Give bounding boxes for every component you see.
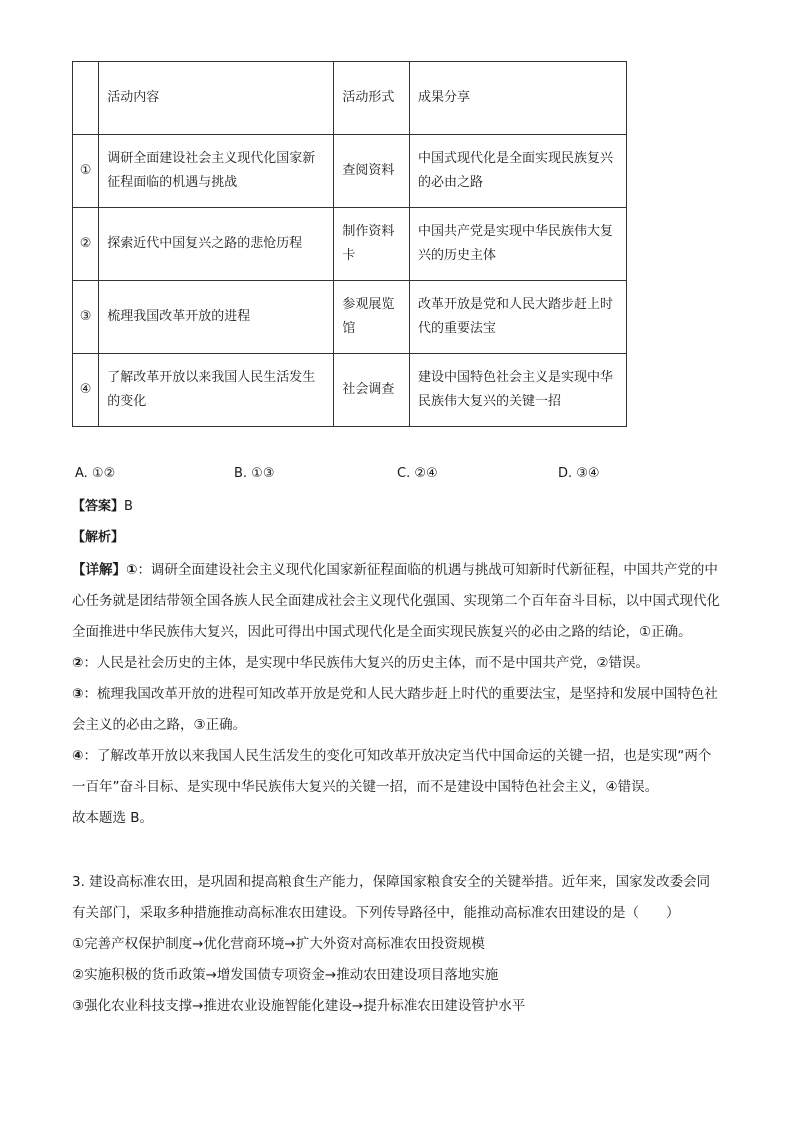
activity-content: 了解改革开放以来我国人民生活发生的变化 <box>99 354 334 427</box>
table-row <box>73 135 627 208</box>
activity-form: 制作资料卡 <box>334 208 410 281</box>
row-number: ① <box>73 135 99 208</box>
activity-form: 参观展览馆 <box>334 281 410 354</box>
answer-line <box>72 497 133 517</box>
activity-share: 建设中国特色社会主义是实现中华民族伟大复兴的关键一招 <box>410 354 627 427</box>
option-a: A. ①② <box>75 466 116 481</box>
detail-text-4: ：了解改革开放以来我国人民生活发生的变化可知改革开放决定当代中国命运的关键一招，也是实现“两个一百年”奋斗目标、是实现中华民族伟大复兴的关键一招，而不是建设中国特色社会主义，④错误。 <box>72 748 712 795</box>
header-cell-form: 活动形式 <box>334 62 410 135</box>
activity-share: 中国共产党是实现中华民族伟大复兴的历史主体 <box>410 208 627 281</box>
detail-mark-2: ② <box>72 655 84 671</box>
header-cell-content: 活动内容 <box>99 62 334 135</box>
answer-options <box>75 466 635 486</box>
detail-paragraph-4 <box>72 741 722 803</box>
detail-mark-4: ④ <box>72 748 84 764</box>
activity-content: 调研全面建设社会主义现代化国家新征程面临的机遇与挑战 <box>99 135 334 208</box>
detail-label: 【详解】 <box>72 562 126 578</box>
detail-mark-3: ③ <box>72 686 84 702</box>
table-header-row <box>73 62 627 135</box>
table-row <box>73 281 627 354</box>
detail-mark-1: ① <box>126 562 138 578</box>
answer-value: B <box>124 499 133 514</box>
activity-form: 查阅资料 <box>334 135 410 208</box>
question-3-item-3: ③强化农业科技支撑→推进农业设施智能化建设→提升标准农田建设管护水平 <box>72 998 526 1014</box>
activity-share: 改革开放是党和人民大踏步赶上时代的重要法宝 <box>410 281 627 354</box>
answer-label: 【答案】 <box>72 499 125 514</box>
row-number: ② <box>73 208 99 281</box>
activity-share: 中国式现代化是全面实现民族复兴的必由之路 <box>410 135 627 208</box>
detail-conclusion: 故本题选 B。 <box>72 810 154 826</box>
option-b: B. ①③ <box>234 466 275 481</box>
detail-paragraph-2 <box>72 648 722 679</box>
activity-table <box>72 61 627 427</box>
row-number: ④ <box>73 354 99 427</box>
detail-paragraph-3 <box>72 679 722 741</box>
question-3 <box>72 867 722 1022</box>
option-d: D. ③④ <box>558 466 600 481</box>
activity-content: 梳理我国改革开放的进程 <box>99 281 334 354</box>
question-3-item-2: ②实施积极的货币政策→增发国债专项资金→推动农田建设项目落地实施 <box>72 967 499 983</box>
header-cell-share: 成果分享 <box>410 62 627 135</box>
detail-paragraph-1 <box>72 555 722 648</box>
header-cell-index <box>73 62 99 135</box>
activity-content: 探索近代中国复兴之路的悲怆历程 <box>99 208 334 281</box>
question-3-stem: 3. 建设高标准农田，是巩固和提高粮食生产能力，保障国家粮食安全的关键举措。近年来，国家发改委会同有关部门，采取多种措施推动高标准农田建设。下列传导路径中，能推动高标准农田建设的是（ ） <box>72 874 711 921</box>
detail-text-1: ：调研全面建设社会主义现代化国家新征程面临的机遇与挑战可知新时代新征程，中国共产党的中心任务就是团结带领全国各族人民全面建成社会主义现代化强国、实现第二个百年奋斗目标，以中国式现代化全面推进中华民族伟大复兴，因此可得出中国式现代化是全面实现民族复兴的必由之路的结论，①正确。 <box>72 562 720 640</box>
row-number: ③ <box>73 281 99 354</box>
analysis-label: 【解析】 <box>72 530 125 545</box>
detail-section <box>72 555 722 834</box>
table-row <box>73 354 627 427</box>
table-row <box>73 208 627 281</box>
option-c: C. ②④ <box>397 466 438 481</box>
question-3-item-1: ①完善产权保护制度→优化营商环境→扩大外资对高标准农田投资规模 <box>72 936 485 952</box>
activity-form: 社会调查 <box>334 354 410 427</box>
detail-text-3: ：梳理我国改革开放的进程可知改革开放是党和人民大踏步赶上时代的重要法宝，是坚持和发展中国特色社会主义的必由之路，③正确。 <box>72 686 718 733</box>
detail-text-2: ：人民是社会历史的主体，是实现中华民族伟大复兴的历史主体，而不是中国共产党，②错误。 <box>83 655 650 671</box>
